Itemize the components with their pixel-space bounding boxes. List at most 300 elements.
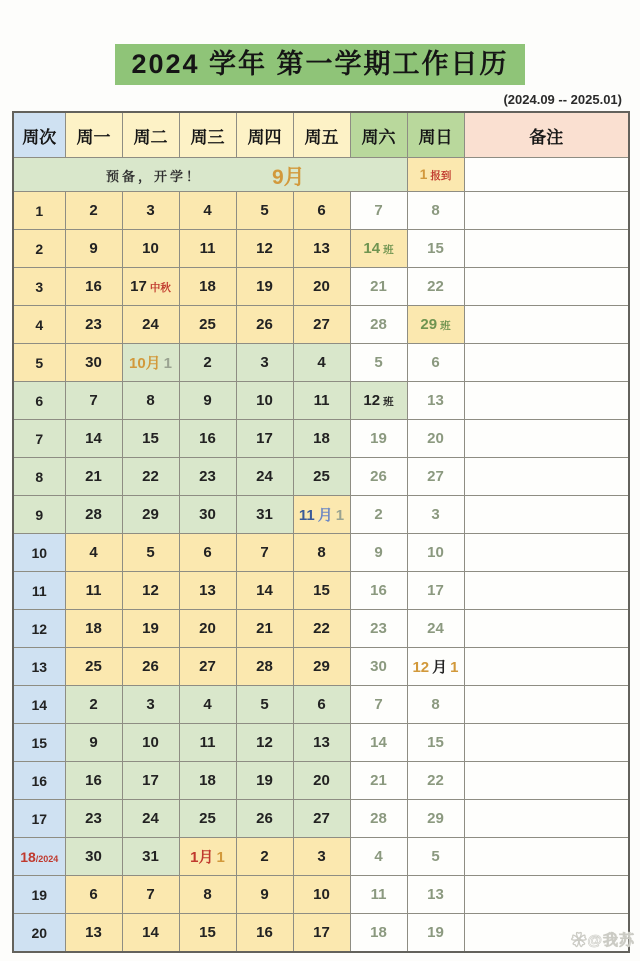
text-part: 30	[370, 658, 387, 676]
calendar-week-row	[13, 572, 629, 610]
week-number-cell	[13, 724, 65, 762]
calendar-week-row	[13, 800, 629, 838]
day-cell	[236, 306, 293, 344]
day-cell	[293, 876, 350, 914]
day-cell	[350, 420, 407, 458]
day-cell	[122, 230, 179, 268]
text-part: 4	[317, 354, 326, 372]
calendar-week-row	[13, 610, 629, 648]
text-part: 8	[317, 544, 326, 562]
remark-cell	[464, 534, 629, 572]
text-part: 23	[85, 316, 102, 334]
day-cell	[179, 192, 236, 230]
text-part: 6	[317, 202, 326, 220]
text-part: 2	[260, 848, 269, 866]
day-cell	[350, 306, 407, 344]
day-cell	[293, 382, 350, 420]
day-cell	[350, 648, 407, 686]
day-cell	[407, 572, 464, 610]
day-cell	[407, 914, 464, 953]
day-cell	[350, 610, 407, 648]
day-cell	[293, 192, 350, 230]
day-cell	[350, 192, 407, 230]
day-cell	[407, 344, 464, 382]
week-number-cell	[13, 306, 65, 344]
text-part: 10	[427, 544, 444, 562]
text-part: 3	[146, 202, 155, 220]
remark-cell	[464, 420, 629, 458]
calendar-week-row	[13, 724, 629, 762]
text-part: 1	[335, 507, 345, 525]
day-cell	[122, 496, 179, 534]
day-cell	[293, 724, 350, 762]
text-part: 24	[256, 468, 273, 486]
text-part: 15	[313, 582, 330, 600]
day-cell	[293, 610, 350, 648]
text-part: 8	[431, 202, 440, 220]
week-number-cell	[13, 686, 65, 724]
text-part: 21	[370, 278, 387, 296]
month-banner-cell	[13, 158, 407, 192]
text-part: 19	[256, 772, 273, 790]
day-cell	[179, 534, 236, 572]
week-number-cell	[13, 192, 65, 230]
text-part: 28	[370, 316, 387, 334]
text-part: 6	[35, 392, 44, 409]
text-part: 6	[89, 886, 98, 904]
text-part: 20	[313, 278, 330, 296]
text-part: 25	[313, 468, 330, 486]
day-cell	[179, 648, 236, 686]
remark-cell	[464, 496, 629, 534]
week-number-cell	[13, 496, 65, 534]
day-cell	[293, 686, 350, 724]
text-part: 10	[313, 886, 330, 904]
remark-cell	[464, 648, 629, 686]
text-part: 7	[260, 544, 269, 562]
day-cell	[122, 648, 179, 686]
day-cell	[293, 230, 350, 268]
text-part: 13	[85, 924, 102, 942]
day-cell	[293, 572, 350, 610]
text-part: 19	[256, 278, 273, 296]
weekday-header-cell: 周二	[122, 112, 179, 158]
weekday-header-cell: 周一	[65, 112, 122, 158]
day-cell	[65, 876, 122, 914]
week-number-cell	[13, 420, 65, 458]
text-part: 23	[85, 810, 102, 828]
text-part: 20	[313, 772, 330, 790]
text-part: 17	[142, 772, 159, 790]
day-cell	[65, 648, 122, 686]
text-part: 21	[85, 468, 102, 486]
day-cell	[407, 306, 464, 344]
remark-cell	[464, 838, 629, 876]
text-part: 13	[199, 582, 216, 600]
calendar-week-row	[13, 192, 629, 230]
day-cell	[407, 686, 464, 724]
text-part: 3	[35, 278, 44, 295]
day-cell	[236, 496, 293, 534]
text-part: 29	[313, 658, 330, 676]
text-part: 19	[142, 620, 159, 638]
day-cell	[122, 914, 179, 953]
text-part: 14	[85, 430, 102, 448]
weekday-header-cell: 周六	[350, 112, 407, 158]
week-number-cell	[13, 610, 65, 648]
text-part: 18	[313, 430, 330, 448]
text-part: 6	[317, 696, 326, 714]
day-cell	[407, 762, 464, 800]
day-cell	[65, 572, 122, 610]
text-part: 18	[85, 620, 102, 638]
day-cell	[65, 838, 122, 876]
day-cell	[236, 230, 293, 268]
text-part: 报到	[430, 170, 452, 183]
text-part: 4	[89, 544, 98, 562]
text-part: 31	[256, 506, 273, 524]
text-part: 22	[142, 468, 159, 486]
weekday-header-cell: 周次	[13, 112, 65, 158]
text-part: 10	[142, 734, 159, 752]
semester-note: 预备，开学！	[106, 169, 203, 185]
day-cell	[350, 268, 407, 306]
calendar-week-row	[13, 382, 629, 420]
text-part: 24	[142, 316, 159, 334]
calendar-week-row	[13, 420, 629, 458]
day-cell	[350, 762, 407, 800]
week-number-cell	[13, 382, 65, 420]
day-cell	[293, 268, 350, 306]
text-part: 11	[199, 240, 216, 258]
text-part: 25	[199, 810, 216, 828]
day-cell	[65, 610, 122, 648]
day-cell	[122, 572, 179, 610]
calendar-header-row	[13, 112, 629, 158]
day-cell	[236, 268, 293, 306]
text-part: 5	[146, 544, 155, 562]
text-part: 2	[374, 506, 383, 524]
day-cell	[350, 724, 407, 762]
text-part: /2024	[35, 853, 59, 864]
text-part: 28	[85, 506, 102, 524]
text-part: 8	[203, 886, 212, 904]
text-part: 13	[31, 658, 48, 675]
day-cell	[179, 762, 236, 800]
text-part: 27	[313, 316, 330, 334]
text-part: 13	[427, 392, 444, 410]
text-part: 29	[142, 506, 159, 524]
text-part: 10月	[128, 355, 161, 373]
text-part: 18	[370, 924, 387, 942]
text-part: 5	[35, 354, 44, 371]
day-cell	[407, 420, 464, 458]
text-part: 3	[146, 696, 155, 714]
calendar-table	[12, 111, 630, 953]
day-cell	[122, 686, 179, 724]
day-cell	[65, 534, 122, 572]
text-part: 13	[313, 734, 330, 752]
text-part: 10	[256, 392, 273, 410]
text-part: 13	[427, 886, 444, 904]
text-part: 3	[431, 506, 440, 524]
day-cell	[407, 838, 464, 876]
text-part: 28	[370, 810, 387, 828]
day-cell	[179, 496, 236, 534]
text-part: 4	[203, 696, 212, 714]
day-cell	[179, 800, 236, 838]
text-part: 月	[317, 507, 333, 525]
text-part: 1	[163, 355, 173, 373]
day-cell	[350, 686, 407, 724]
calendar-week-row	[13, 762, 629, 800]
week-number-cell	[13, 762, 65, 800]
day-cell	[350, 914, 407, 953]
remark-cell	[464, 344, 629, 382]
text-part: 14	[31, 696, 48, 713]
text-part: 17	[313, 924, 330, 942]
text-part: 11	[199, 734, 216, 752]
day-cell	[179, 724, 236, 762]
text-part: 11	[85, 582, 102, 600]
calendar-week-row	[13, 648, 629, 686]
text-part: 1月	[190, 849, 214, 867]
calendar-week-row	[13, 838, 629, 876]
day-cell	[350, 496, 407, 534]
text-part: 15	[31, 734, 48, 751]
day-cell	[293, 914, 350, 953]
day-cell	[236, 458, 293, 496]
text-part: 5	[374, 354, 383, 372]
day-cell	[122, 192, 179, 230]
text-part: 25	[85, 658, 102, 676]
text-part: 9	[374, 544, 383, 562]
text-part: 10	[142, 240, 159, 258]
week-number-cell	[13, 230, 65, 268]
day-cell	[293, 838, 350, 876]
text-part: 24	[142, 810, 159, 828]
text-part: 16	[85, 772, 102, 790]
week-number-cell	[13, 914, 65, 953]
watermark: ✿@我苏	[571, 932, 635, 949]
text-part: 7	[374, 202, 383, 220]
day-cell	[122, 382, 179, 420]
text-part: 2	[89, 202, 98, 220]
remark-cell	[464, 686, 629, 724]
remark-cell	[464, 572, 629, 610]
header-row	[13, 112, 629, 158]
text-part: 12	[256, 240, 273, 258]
text-part: 7	[89, 392, 98, 410]
text-part: 14	[370, 734, 387, 752]
day-cell	[293, 762, 350, 800]
text-part: 9	[89, 240, 98, 258]
day-cell	[407, 876, 464, 914]
text-part: 22	[427, 772, 444, 790]
text-part: 6	[431, 354, 440, 372]
day-cell	[236, 610, 293, 648]
text-part: 16	[85, 278, 102, 296]
text-part: 15	[427, 734, 444, 752]
day-cell	[350, 458, 407, 496]
day-cell	[350, 572, 407, 610]
day-cell	[293, 534, 350, 572]
week-number-cell	[13, 876, 65, 914]
text-part: 18	[199, 278, 216, 296]
day-cell	[179, 914, 236, 953]
text-part: 30	[85, 848, 102, 866]
weekday-header-cell: 周日	[407, 112, 464, 158]
text-part: 2	[35, 240, 44, 257]
text-part: 中秋	[149, 282, 171, 295]
text-part: 26	[256, 316, 273, 334]
day-cell	[350, 344, 407, 382]
day-cell	[179, 420, 236, 458]
calendar-week-row	[13, 496, 629, 534]
text-part: 27	[313, 810, 330, 828]
remark-cell	[464, 158, 629, 192]
text-part: 1	[216, 849, 225, 867]
text-part: 11	[370, 886, 387, 904]
text-part: 11	[298, 507, 315, 525]
text-part: 3	[260, 354, 269, 372]
calendar-week-row	[13, 914, 629, 953]
day-cell	[179, 876, 236, 914]
calendar-body	[13, 158, 629, 953]
text-part: 29	[427, 810, 444, 828]
remark-cell	[464, 382, 629, 420]
day-cell	[65, 344, 122, 382]
text-part: 18	[199, 772, 216, 790]
text-part: 15	[427, 240, 444, 258]
day-cell	[122, 800, 179, 838]
text-part: 4	[374, 848, 383, 866]
text-part: 17	[256, 430, 273, 448]
day-cell	[293, 648, 350, 686]
text-part: 2	[203, 354, 212, 372]
day-cell	[179, 306, 236, 344]
text-part: 17	[427, 582, 444, 600]
remark-cell	[464, 192, 629, 230]
text-part: 4	[203, 202, 212, 220]
weekday-header-cell: 备注	[464, 112, 629, 158]
text-part: 3	[317, 848, 326, 866]
day-cell	[236, 648, 293, 686]
text-part: 20	[199, 620, 216, 638]
day-cell	[65, 800, 122, 838]
day-cell	[65, 496, 122, 534]
day-cell	[407, 268, 464, 306]
day-cell	[407, 496, 464, 534]
day-cell	[179, 382, 236, 420]
day-cell	[65, 192, 122, 230]
week-number-cell	[13, 458, 65, 496]
day-cell	[122, 534, 179, 572]
text-part: 9	[89, 734, 98, 752]
week-number-cell	[13, 648, 65, 686]
remark-cell	[464, 800, 629, 838]
text-part: 班	[383, 244, 394, 257]
day-cell	[236, 534, 293, 572]
day-cell	[122, 458, 179, 496]
day-cell	[65, 420, 122, 458]
text-part: 2	[89, 696, 98, 714]
calendar-week-row	[13, 876, 629, 914]
text-part: 28	[256, 658, 273, 676]
text-part: 27	[427, 468, 444, 486]
text-part: 16	[256, 924, 273, 942]
calendar-week-row	[13, 268, 629, 306]
day-cell	[293, 800, 350, 838]
day-cell	[407, 192, 464, 230]
text-part: 1	[35, 202, 44, 219]
day-cell	[407, 382, 464, 420]
day-cell	[293, 420, 350, 458]
text-part: 13	[313, 240, 330, 258]
weekday-header-cell: 周五	[293, 112, 350, 158]
text-part: 21	[256, 620, 273, 638]
day-cell	[122, 344, 179, 382]
week-number-cell	[13, 838, 65, 876]
day-cell	[179, 838, 236, 876]
report-day-cell	[407, 158, 464, 192]
day-cell	[236, 724, 293, 762]
text-part: 11	[31, 582, 47, 599]
day-cell	[122, 420, 179, 458]
month-banner-row	[13, 158, 629, 192]
calendar-week-row	[13, 534, 629, 572]
day-cell	[122, 876, 179, 914]
text-part: 31	[142, 848, 159, 866]
day-cell	[179, 268, 236, 306]
day-cell	[407, 534, 464, 572]
calendar-week-row	[13, 230, 629, 268]
day-cell	[179, 686, 236, 724]
text-part: 班	[383, 396, 394, 409]
day-cell	[122, 762, 179, 800]
text-part: 26	[142, 658, 159, 676]
text-part: 12	[142, 582, 159, 600]
day-cell	[407, 230, 464, 268]
day-cell	[407, 648, 464, 686]
remark-cell	[464, 306, 629, 344]
week-number-cell	[13, 344, 65, 382]
day-cell	[407, 610, 464, 648]
text-part: 20	[427, 430, 444, 448]
text-part: 班	[440, 320, 451, 333]
text-part: 16	[31, 772, 48, 789]
day-cell	[293, 496, 350, 534]
day-cell	[65, 724, 122, 762]
day-cell	[236, 344, 293, 382]
text-part: 7	[35, 430, 44, 447]
text-part: 21	[370, 772, 387, 790]
month-label: 9月	[272, 166, 305, 190]
text-part: 30	[199, 506, 216, 524]
day-cell	[236, 876, 293, 914]
calendar-week-row	[13, 686, 629, 724]
day-cell	[236, 686, 293, 724]
text-part: 16	[199, 430, 216, 448]
text-part: 4	[35, 316, 44, 333]
text-part: 8	[431, 696, 440, 714]
text-part: 22	[313, 620, 330, 638]
remark-cell	[464, 724, 629, 762]
text-part: 27	[199, 658, 216, 676]
text-part: 月	[432, 659, 448, 677]
day-cell	[65, 914, 122, 953]
day-cell	[407, 800, 464, 838]
